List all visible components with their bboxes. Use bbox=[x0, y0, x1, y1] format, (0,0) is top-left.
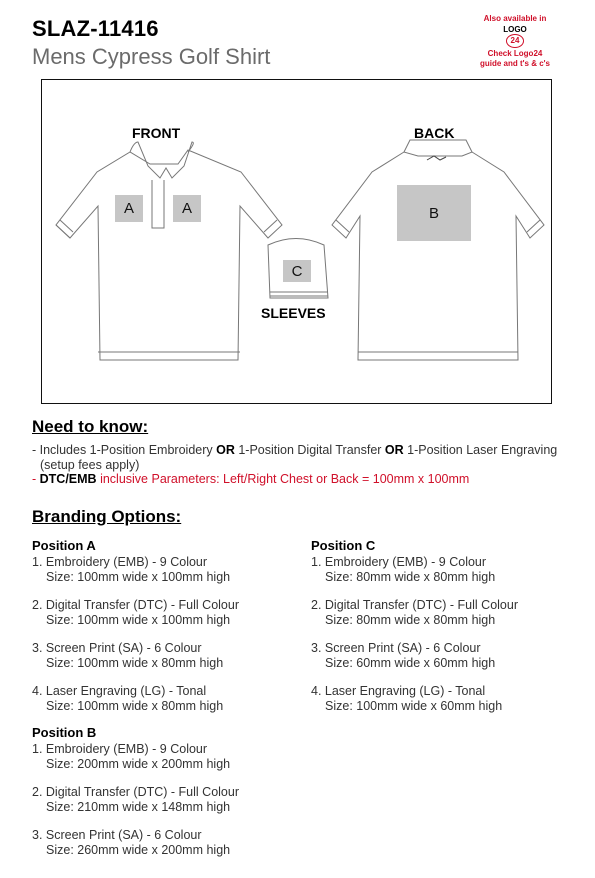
option-name: 4. Laser Engraving (LG) - Tonal bbox=[311, 684, 486, 698]
note-or: OR bbox=[384, 443, 404, 457]
also-available-text: Also available in bbox=[483, 14, 547, 23]
option-name: 1. Embroidery (EMB) - 9 Colour bbox=[32, 742, 208, 756]
position-a-left-chest: A bbox=[115, 195, 143, 222]
option-item bbox=[32, 742, 302, 771]
parameters-text: inclusive Parameters: Left/Right Chest or Back = 100mm x 100mm bbox=[96, 472, 470, 486]
option-name: 4. Laser Engraving (LG) - Tonal bbox=[32, 684, 207, 698]
option-item bbox=[32, 785, 302, 814]
product-title: Mens Cypress Golf Shirt bbox=[32, 44, 271, 69]
option-size: Size: 210mm wide x 148mm high bbox=[46, 799, 231, 814]
option-size: Size: 100mm wide x 60mm high bbox=[325, 698, 503, 713]
option-item bbox=[311, 598, 581, 627]
option-size: Size: 100mm wide x 80mm high bbox=[46, 698, 224, 713]
garment-diagram bbox=[41, 79, 552, 404]
back-shirt-outline bbox=[332, 152, 544, 360]
option-name: 1. Embroidery (EMB) - 9 Colour bbox=[311, 555, 487, 569]
logo24-logo bbox=[500, 26, 530, 48]
dtc-emb-label: DTC/EMB bbox=[39, 472, 97, 486]
position-a-right-chest: A bbox=[173, 195, 201, 222]
position-c-title: Position C bbox=[311, 538, 376, 553]
option-name: 2. Digital Transfer (DTC) - Full Colour bbox=[32, 785, 239, 799]
need-to-know-line2 bbox=[32, 472, 587, 487]
position-a-column bbox=[32, 538, 302, 857]
shirt-outlines bbox=[42, 80, 550, 402]
option-item bbox=[311, 684, 581, 713]
option-size: Size: 60mm wide x 60mm high bbox=[325, 655, 496, 670]
product-code: SLAZ-11416 bbox=[32, 16, 159, 41]
check-guide-line1: Check Logo24 bbox=[487, 49, 543, 58]
need-to-know-line1 bbox=[32, 443, 582, 473]
option-name: 3. Screen Print (SA) - 6 Colour bbox=[32, 641, 202, 655]
logo-word: LOGO bbox=[503, 25, 527, 34]
back-collar bbox=[404, 140, 472, 152]
option-item bbox=[311, 555, 581, 584]
option-item bbox=[32, 828, 302, 857]
option-name: 2. Digital Transfer (DTC) - Full Colour bbox=[32, 598, 239, 612]
option-name: 3. Screen Print (SA) - 6 Colour bbox=[32, 828, 202, 842]
option-size: Size: 100mm wide x 100mm high bbox=[46, 612, 231, 627]
option-size: Size: 80mm wide x 80mm high bbox=[325, 612, 496, 627]
position-a-title: Position A bbox=[32, 538, 96, 553]
sleeves-label: SLEEVES bbox=[261, 305, 326, 321]
option-size: Size: 260mm wide x 200mm high bbox=[46, 842, 231, 857]
option-name: 2. Digital Transfer (DTC) - Full Colour bbox=[311, 598, 518, 612]
position-c-sleeve: C bbox=[283, 260, 311, 282]
note-text: - Includes 1-Position Embroidery bbox=[32, 443, 217, 457]
note-or: OR bbox=[216, 443, 235, 457]
option-item bbox=[32, 641, 302, 670]
front-shirt-outline bbox=[56, 150, 282, 360]
option-size: Size: 80mm wide x 80mm high bbox=[325, 569, 496, 584]
option-size: Size: 200mm wide x 200mm high bbox=[46, 756, 231, 771]
option-name: 1. Embroidery (EMB) - 9 Colour bbox=[32, 555, 208, 569]
option-item bbox=[311, 641, 581, 670]
logo-number-badge: 24 bbox=[506, 34, 524, 48]
position-b-title: Position B bbox=[32, 725, 97, 740]
back-label: BACK bbox=[414, 125, 455, 141]
note-dash: - bbox=[32, 472, 40, 486]
option-size: Size: 100mm wide x 100mm high bbox=[46, 569, 231, 584]
need-to-know-heading: Need to know: bbox=[32, 417, 149, 436]
position-c-column bbox=[311, 538, 581, 713]
setup-fees-note: (setup fees apply) bbox=[40, 458, 140, 472]
option-item bbox=[32, 555, 302, 584]
front-label: FRONT bbox=[132, 125, 181, 141]
branding-options-heading: Branding Options: bbox=[32, 507, 182, 526]
logo24-notice[interactable] bbox=[470, 14, 560, 69]
position-b-back: B bbox=[397, 185, 471, 241]
option-item bbox=[32, 598, 302, 627]
check-guide-line2: guide and t's & c's bbox=[479, 59, 551, 68]
option-item bbox=[32, 684, 302, 713]
note-text: 1-Position Digital Transfer bbox=[234, 443, 385, 457]
option-size: Size: 100mm wide x 80mm high bbox=[46, 655, 224, 670]
note-text: 1-Position Laser Engraving bbox=[403, 443, 558, 457]
option-name: 3. Screen Print (SA) - 6 Colour bbox=[311, 641, 481, 655]
